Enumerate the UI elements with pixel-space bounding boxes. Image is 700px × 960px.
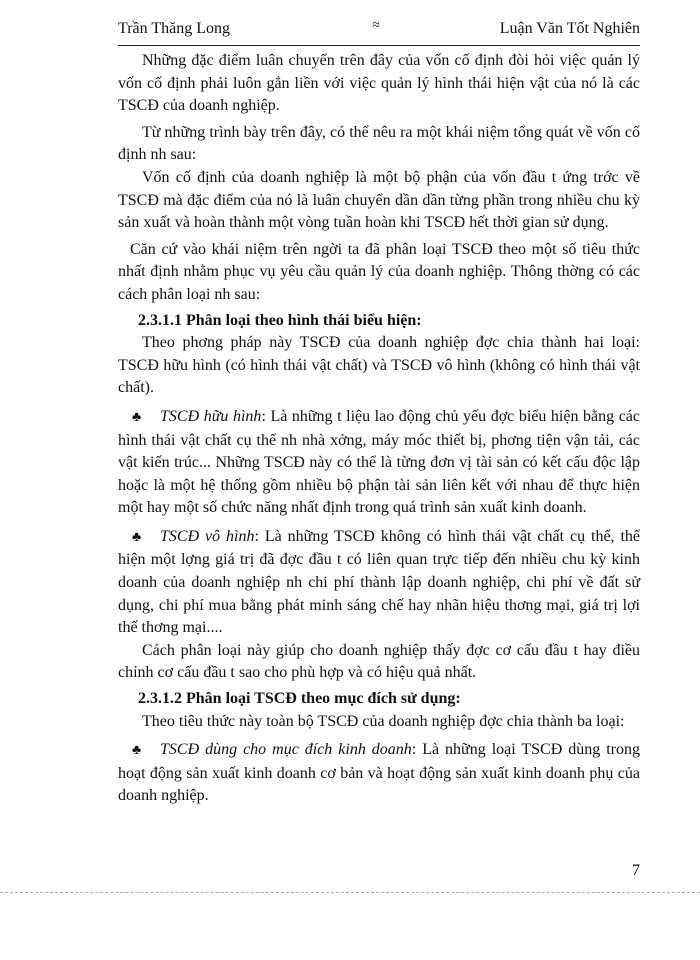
bullet-text: : Là những t liệu lao động chủ yếu đợc biểu hiện bằng các hình thái vật chất cụ thể nh nhà xởng, máy móc thiết bị, phơng tiện vận tải, các vật kiến trúc... Những TSCĐ này có thể là từng đơn vị tài sản có kết cấu độc lập hoặc là một hệ thống gồm nhiều bộ phận tài sản liên kết với nhau để thực hiện một hay một số chức năng nhất định trong quá trình sản xuất kinh doanh. xyxy=(118,407,641,517)
paragraph: Theo phơng pháp này TSCĐ của doanh nghiệp đợc chia thành hai loại: TSCĐ hữu hình (có hình thái vật chất) và TSCĐ vô hình (không có hình thái vật chất). xyxy=(118,334,640,397)
header-author: Trần Thăng Long xyxy=(118,20,230,37)
bullet-term: TSCĐ dùng cho mục đích kinh doanh xyxy=(160,741,412,759)
header-divider xyxy=(118,45,640,46)
page-content xyxy=(118,50,640,808)
bullet-item xyxy=(118,526,640,640)
section-heading: 2.3.1.2 Phân loại TSCĐ theo mục đích sử dụng: xyxy=(138,690,461,708)
bullet-term: TSCĐ hữu hình xyxy=(160,407,262,425)
header-title: Luận Văn Tốt Nghiên xyxy=(499,20,640,37)
bullet-item xyxy=(118,739,640,808)
paragraph: Những đặc điểm luân chuyển trên đây của vốn cố định đòi hỏi việc quản lý vốn cố định phải luôn gắn liền với việc quản lý hình thái hiện vật của nó là các TSCĐ của doanh nghiệp. xyxy=(118,52,640,115)
page-number: 7 xyxy=(632,862,640,879)
paragraph: Theo tiêu thức này toàn bộ TSCĐ của doanh nghiệp đợc chia thành ba loại: xyxy=(142,712,625,730)
bullet-text: : Là những TSCĐ không có hình thái vật chất cụ thể, thể hiện một lợng giá trị đã đợc đầu t có liên quan trực tiếp đến nhiều chu kỳ kinh doanh của doanh nghiệp nh chi phí thành lập doanh nghiệp, chi phí về đất sử dụng, chi phí mua bằng phát minh sáng chế hay nhãn hiệu thơng mại, giá trị lợi thế thơng mại.... xyxy=(118,527,640,637)
bullet-term: TSCĐ vô hình xyxy=(160,527,255,545)
page-bottom-divider xyxy=(0,892,700,893)
club-bullet-icon: ♣ xyxy=(132,529,142,545)
bullet-item xyxy=(118,406,640,520)
bullet-text: : Là những loại TSCĐ dùng trong hoạt động sản xuất kinh doanh cơ bản và hoạt động sản xuất kinh doanh phụ của doanh nghiệp. xyxy=(118,741,640,805)
paragraph: Vốn cố định của doanh nghiệp là một bộ phận của vốn đầu t ứng trớc về TSCĐ mà đặc điểm của nó là luân chuyển dần dần từng phần trong nhiều chu kỳ sản xuất và hoàn thành một vòng tuần hoàn khi TSCĐ hết thời gian sử dụng. xyxy=(118,168,640,232)
section-heading: 2.3.1.1 Phân loại theo hình thái biểu hiện: xyxy=(138,311,422,329)
paragraph: Từ những trình bày trên đây, có thể nêu ra một khái niệm tổng quát về vốn cố định nh sau: xyxy=(118,123,640,164)
paragraph: Cách phân loại này giúp cho doanh nghiệp thấy đợc cơ cấu đầu t hay điều chỉnh cơ cấu đầu t sao cho phù hợp và có hiệu quả nhất. xyxy=(118,641,640,682)
page-header xyxy=(118,20,640,42)
paragraph: Căn cứ vào khái niệm trên ngời ta đã phân loại TSCĐ theo một số tiêu thức nhất định nhằm phục vụ yêu cầu quản lý của doanh nghiệp. Thông thờng có các cách phân loại nh sau: xyxy=(118,240,640,303)
club-bullet-icon: ♣ xyxy=(132,743,142,759)
club-bullet-icon: ♣ xyxy=(132,409,142,425)
header-ornament: ≈ xyxy=(372,18,380,33)
